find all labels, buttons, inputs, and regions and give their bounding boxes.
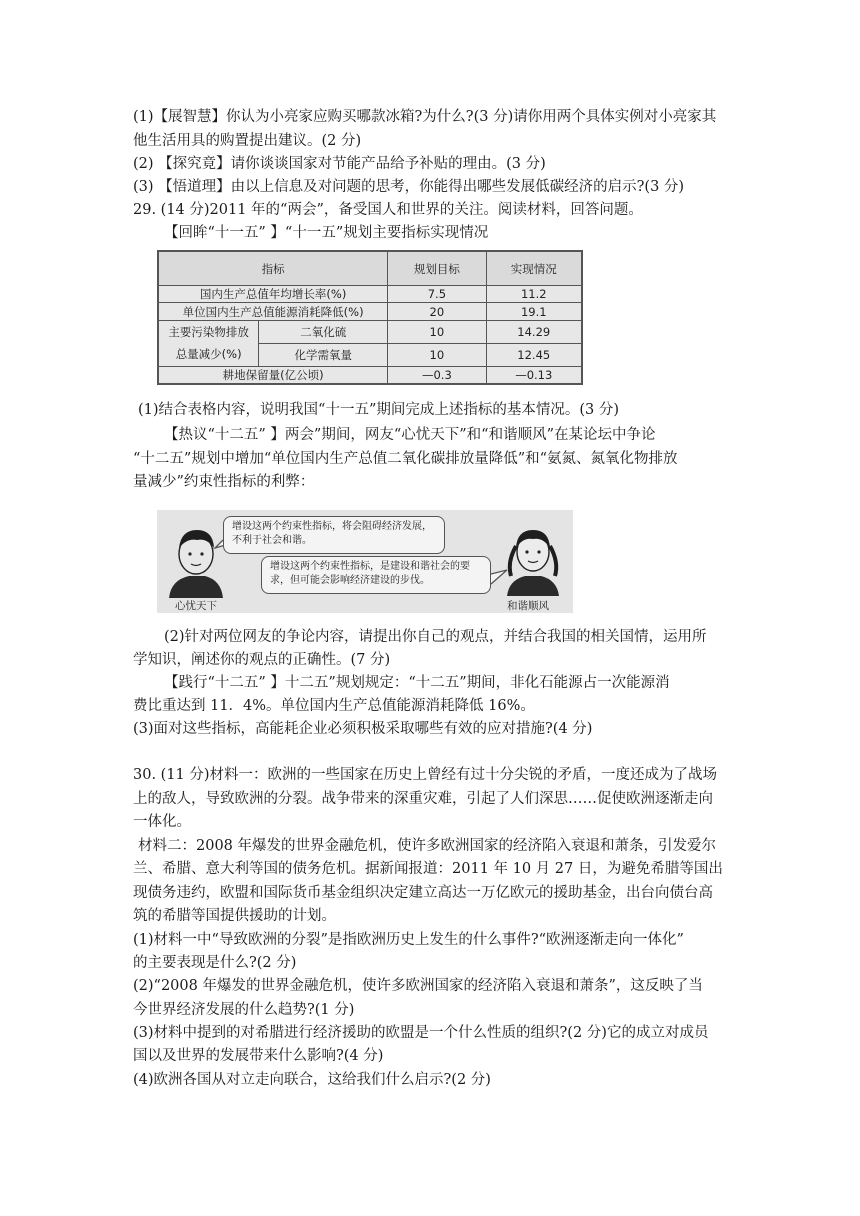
q30-line1: 30. (11 分)材料一：欧洲的一些国家在历史上曾经有过十分尖锐的矛盾，一度还成为了战场 [133, 767, 718, 783]
table-cell-label: 二氧化硫 [259, 320, 388, 343]
caption-right: 和谐顺风 [507, 600, 549, 612]
table-cell-label: 单位国内生产总值能源消耗降低(%) [159, 303, 388, 320]
q28-sub1-line1: (1)【展智慧】你认为小亮家应购买哪款冰箱?为什么?(3 分)请你用两个具体实例对小亮家其 [133, 109, 717, 125]
q29-section2-line2: “十二五”规划中增加“单位国内生产总值二氧化碳排放量降低”和“氨氮、氮氧化物排放 [133, 451, 678, 467]
table-cell-label: 化学需氧量 [259, 343, 388, 366]
table-group-line1: 主要污染物排放 [168, 325, 249, 340]
table-header-actual: 实现情况 [486, 252, 581, 286]
q30-sub3-line1: (3)材料中提到的对希腊进行经济援助的欧盟是一个什么性质的组织?(2 分)它的成立对成员 [133, 1025, 709, 1041]
q30-material2-line2: 兰、希腊、意大利等国的债务危机。据新闻报道：2011 年 10 月 27 日，为避免希腊等国出 [133, 861, 723, 877]
q29-intro: 29. (14 分)2011 年的“两会”，备受国人和世界的关注。阅读材料，回答问题。 [133, 202, 643, 218]
q30-sub1-line2: 的主要表现是什么?(2 分) [133, 955, 297, 971]
q30-sub2-line1: (2)“2008 年爆发的世界金融危机，使许多欧洲国家的经济陷入衰退和萧条”，这反映了当 [133, 978, 703, 994]
q29-sub1: (1)结合表格内容，说明我国“十一五”期间完成上述指标的基本情况。(3 分) [138, 402, 620, 418]
boy-figure-icon [169, 530, 223, 598]
q30-sub1-line1: (1)材料一中“导致欧洲的分裂”是指欧洲历史上发生的什么事件?“欧洲逐渐走向一体化” [133, 932, 684, 948]
table-cell-actual: 11.2 [486, 286, 581, 303]
q29-section2-line3: 量减少”约束性指标的利弊： [133, 474, 315, 490]
q29-section3-line2: 费比重达到 11．4%。单位国内生产总值能源消耗降低 16%。 [133, 698, 535, 714]
table-row [159, 303, 582, 320]
q29-sub2-line1: (2)针对两位网友的争论内容，请提出你自己的观点，并结合我国的相关国情，运用所 [164, 629, 707, 645]
q29-section3-line1: 【践行“十二五” 】十二五”规划规定：“十二五”期间，非化石能源占一次能源消 [164, 675, 670, 691]
table-cell-actual: 12.45 [486, 343, 581, 366]
q30-sub4: (4)欧洲各国从对立走向联合，这给我们什么启示?(2 分) [133, 1072, 491, 1088]
q30-line3: 一体化。 [133, 814, 191, 830]
table-header-indicator: 指标 [159, 252, 388, 286]
speech-bubble-right: 增设这两个约束性指标，是建设和谐社会的要求，但可能会影响经济建设的步伐。 [261, 556, 491, 594]
table-cell-target: 10 [388, 343, 486, 366]
caption-left: 心忧天下 [175, 600, 217, 612]
table-cell-target: 20 [388, 303, 486, 320]
q29-section2-line1: 【热议“十二五” 】两会”期间，网友“心忧天下”和“和谐顺风”在某论坛中争论 [164, 427, 656, 443]
q30-material2-line3: 现债务违约，欧盟和国际货币基金组织决定建立高达一万亿欧元的援助基金，出台向债台高 [133, 885, 713, 901]
table-cell-target: 7.5 [388, 286, 486, 303]
table-cell-label: 耕地保留量(亿公顷) [159, 366, 388, 383]
table-cell-label: 国内生产总值年均增长率(%) [159, 286, 388, 303]
table-cell-actual: —0.13 [486, 366, 581, 383]
girl-figure-icon [507, 530, 559, 596]
indicator-table [157, 250, 583, 385]
table-row [159, 286, 582, 303]
q28-sub1-line2: 他生活用具的购置提出建议。(2 分) [133, 133, 362, 149]
q30-line2: 上的敌人，导致欧洲的分裂。战争带来的深重灾难，引起了人们深思……促使欧洲逐渐走向 [133, 791, 713, 807]
q30-material2-line4: 筑的希腊等国提供援助的计划。 [133, 908, 336, 924]
q30-material2-line1: 材料二：2008 年爆发的世界金融危机，使许多欧洲国家的经济陷入衰退和萧条，引发爱尔 [138, 838, 717, 854]
debate-cartoon [157, 510, 573, 613]
table-cell-target: 10 [388, 320, 486, 343]
table-cell-actual: 14.29 [486, 320, 581, 343]
speech-bubble-left: 增设这两个约束性指标，将会阻碍经济发展，不利于社会和谐。 [223, 516, 445, 554]
q30-sub2-line2: 今世界经济发展的什么趋势?(1 分) [133, 1002, 355, 1018]
q29-section1-title: 【回眸“十一五” 】“十一五”规划主要指标实现情况 [164, 225, 489, 241]
q29-sub2-line2: 学知识，阐述你的观点的正确性。(7 分) [133, 652, 391, 668]
q30-sub3-line2: 国以及世界的发展带来什么影响?(4 分) [133, 1048, 384, 1064]
table-header-target: 规划目标 [388, 252, 486, 286]
table-row [159, 366, 582, 383]
table-row [159, 320, 582, 343]
table-group-line2: 总量减少(%) [175, 347, 242, 362]
q29-sub3: (3)面对这些指标，高能耗企业必须积极采取哪些有效的应对措施?(4 分) [133, 721, 593, 737]
table-cell-actual: 19.1 [486, 303, 581, 320]
table-cell-target: —0.3 [388, 366, 486, 383]
q28-sub3: (3) 【悟道理】由以上信息及对问题的思考，你能得出哪些发展低碳经济的启示?(3 分) [133, 179, 685, 195]
table-cell-group [159, 320, 259, 366]
q28-sub2: (2) 【探究竟】请你谈谈国家对节能产品给予补贴的理由。(3 分) [133, 156, 546, 172]
